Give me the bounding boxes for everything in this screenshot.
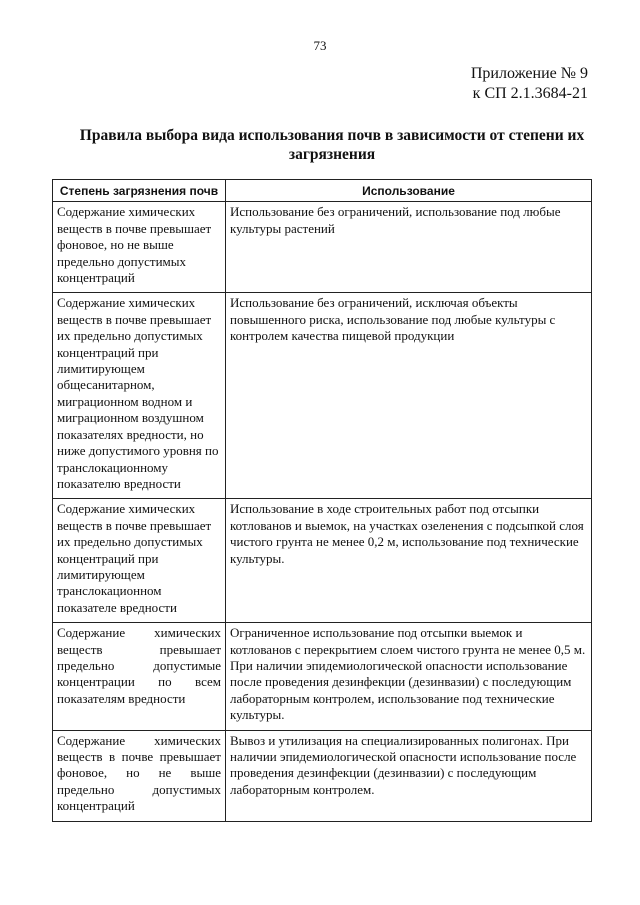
table-header-row bbox=[53, 180, 592, 202]
table-row bbox=[53, 623, 592, 730]
appendix-number: Приложение № 9 bbox=[470, 65, 588, 82]
column-header-usage: Использование bbox=[226, 180, 592, 202]
document-title: Правила выбора вида использования почв в зависимости от степени их загрязнения bbox=[79, 127, 585, 163]
pollution-degree-cell: Содержание химических веществ превышает предельно допустимые концентрации по всем показателям вредности bbox=[53, 623, 226, 730]
pollution-degree-cell: Содержание химических веществ в почве превышает фоновое, но не выше предельно допустимых концентраций bbox=[53, 202, 226, 293]
table-row bbox=[53, 499, 592, 623]
table-row bbox=[53, 730, 592, 821]
appendix-reference bbox=[471, 64, 588, 104]
usage-cell: Использование без ограничений, использование под любые культуры растений bbox=[226, 202, 592, 293]
table-row bbox=[53, 202, 592, 293]
page-number: 73 bbox=[313, 38, 327, 53]
appendix-document: к СП 2.1.3684-21 bbox=[472, 85, 588, 102]
usage-cell: Ограниченное использование под отсыпки выемок и котлованов с перекрытием слоем чистого грунта не менее 0,5 м. При наличии эпидемиологической опасности использование после проведения дезинфекции (дезинвазии) с последующим лабораторным контролем, использование под технические культуры. bbox=[226, 623, 592, 730]
usage-cell: Использование без ограничений, исключая объекты повышенного риска, использование под любые культуры с контролем качества пищевой продукции bbox=[226, 293, 592, 499]
soil-usage-table bbox=[52, 179, 592, 822]
pollution-degree-cell: Содержание химических веществ в почве превышает фоновое, но не выше предельно допустимых концентраций bbox=[53, 730, 226, 821]
column-header-degree: Степень загрязнения почв bbox=[53, 180, 226, 202]
pollution-degree-cell: Содержание химических веществ в почве превышает их предельно допустимых концентраций при лимитирующем общесанитарном, миграционном водном и миграционном воздушном показателях вредности, но ниже допустимого уровня по транслокационному показателю вредности bbox=[53, 293, 226, 499]
usage-cell: Использование в ходе строительных работ под отсыпки котлованов и выемок, на участках озеленения с подсыпкой слоя чистого грунта не менее 0,2 м, использование под технические культуры. bbox=[226, 499, 592, 623]
usage-cell: Вывоз и утилизация на специализированных полигонах. При наличии эпидемиологической опасности использование после проведения дезинфекции (дезинвазии) с последующим лабораторным контролем. bbox=[226, 730, 592, 821]
pollution-degree-cell: Содержание химических веществ в почве превышает их предельно допустимых концентраций при лимитирующем транслокационном показателе вредности bbox=[53, 499, 226, 623]
table-row bbox=[53, 293, 592, 499]
